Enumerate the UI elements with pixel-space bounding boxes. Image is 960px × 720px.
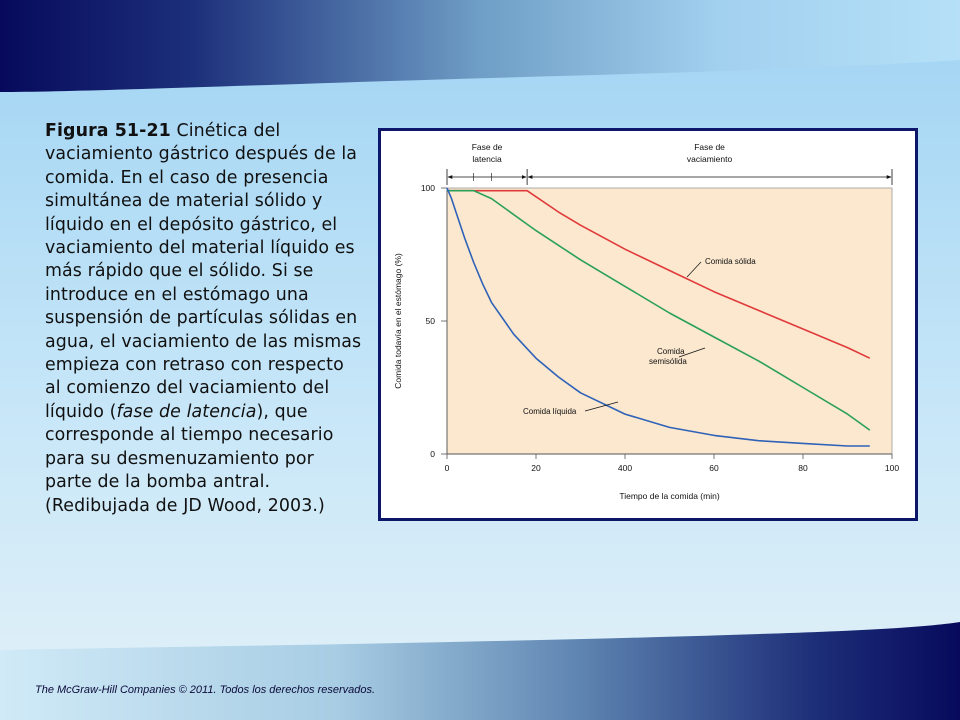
- series-label-liquid: Comida líquida: [523, 407, 577, 416]
- gastric-emptying-chart: [381, 131, 915, 518]
- x-tick-label-80: 80: [798, 463, 808, 473]
- x-tick-label-20: 20: [531, 463, 541, 473]
- x-tick-label-0: 0: [444, 463, 450, 473]
- caption-italic-term: fase de latencia: [116, 401, 257, 422]
- figure-label: Figura 51-21: [45, 121, 171, 141]
- caption-text-part2: ), que corresponde al tiempo necesario para su desmenuzamiento por parte de la bomba antral. (Redibujada de JD Wood, 2003.): [45, 401, 334, 516]
- x-axis-label: Tiempo de la comida (min): [619, 491, 720, 501]
- chart-frame: [378, 128, 918, 521]
- phase-label-2-line2: vaciamiento: [686, 154, 733, 164]
- x-tick-label-100: 100: [884, 463, 900, 473]
- series-label-semisolid-line2: semisólida: [649, 357, 687, 366]
- figure-caption: [45, 120, 363, 518]
- plot-area-background: [447, 188, 892, 454]
- y-tick-label-100: 100: [420, 183, 435, 193]
- y-tick-label-0: 0: [430, 449, 435, 459]
- series-label-semisolid: Comida: [657, 347, 685, 356]
- top-decorative-band: [0, 0, 960, 120]
- x-tick-label-60: 60: [709, 463, 719, 473]
- phase-label-1-line2: latencia: [472, 154, 502, 164]
- y-tick-label-50: 50: [425, 316, 435, 326]
- series-label-solid: Comida sólida: [705, 257, 756, 266]
- x-tick-label-40: 400: [617, 463, 633, 473]
- y-axis-label: Comida todavía en el estómago (%): [393, 253, 403, 389]
- caption-text-part1: Cinética del vaciamiento gástrico después de la comida. En el caso de presencia simultánea de material sólido y líquido en el depósito gástrico, el vaciamiento del material líquido es más rápido que el sólido. Si se introduce en el estómago una suspensión de partículas sólidas en agua, el vaciamiento de las mismas empieza con retraso con respecto al comienzo del vaciamiento del líquido (: [45, 121, 362, 422]
- phase-label-2-line1: Fase de: [694, 142, 725, 152]
- copyright-footer: The McGraw-Hill Companies © 2011. Todos los derechos reservados.: [35, 684, 376, 696]
- phase-label-1-line1: Fase de: [471, 142, 503, 152]
- bottom-decorative-band: [0, 610, 960, 720]
